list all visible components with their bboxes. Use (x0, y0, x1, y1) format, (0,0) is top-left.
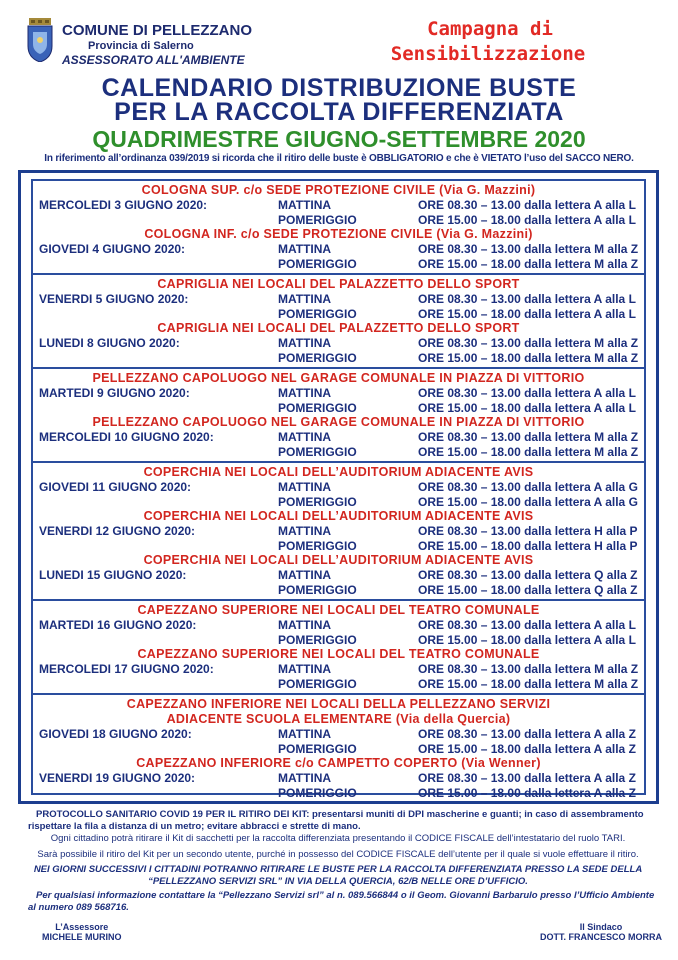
sindaco-title: Il Sindaco (579, 922, 623, 932)
schedule-day (33, 351, 278, 366)
schedule-row (33, 633, 644, 648)
calendar-section (33, 275, 644, 369)
schedule-day: MERCOLEDI 10 GIUGNO 2020: (39, 430, 214, 444)
schedule-row (33, 336, 644, 351)
assessore-title: L’Assessore (55, 922, 109, 932)
schedule-day (33, 213, 278, 228)
schedule-day: LUNEDI 15 GIUGNO 2020: (39, 568, 187, 582)
schedule-time: ORE 08.30 – 13.00 dalla lettera A alla L (418, 618, 636, 632)
schedule-row (33, 742, 644, 757)
info-note (28, 890, 656, 914)
provincia-name: Provincia di Salerno (88, 40, 194, 52)
schedule-time: ORE 08.30 – 13.00 dalla lettera A alla Z (418, 727, 636, 741)
schedule-day (33, 401, 278, 416)
schedule-row (33, 386, 644, 401)
schedule-time: ORE 08.30 – 13.00 dalla lettera M alla Z (418, 242, 639, 256)
schedule-time: ORE 08.30 – 13.00 dalla lettera A alla L (418, 198, 636, 212)
schedule-day: MARTEDI 9 GIUGNO 2020: (39, 386, 190, 400)
schedule-day: MERCOLEDI 17 GIUGNO 2020: (39, 662, 214, 676)
schedule-period: POMERIGGIO (278, 400, 357, 415)
schedule-row (33, 445, 644, 460)
schedule-time: ORE 15.00 – 18.00 dalla lettera M alla Z (418, 256, 639, 271)
schedule-period: MATTINA (278, 727, 332, 741)
title-line1: CALENDARIO DISTRIBUZIONE BUSTE (101, 74, 577, 102)
campaign-line1: Campagna di (427, 18, 553, 40)
assessore-name: MICHELE MURINO (42, 932, 122, 942)
assessore-signature (42, 922, 122, 942)
calendar-table (31, 179, 646, 800)
schedule-row (33, 727, 644, 742)
schedule-row (33, 292, 644, 307)
second-user-note: Sarà possibile il ritiro del Kit per un secondo utente, purché in possesso del CODICE FISCALE dell’utente per il quale si vuole effettuare il ritiro. (37, 849, 639, 860)
comune-name: COMUNE DI PELLEZZANO (62, 22, 252, 39)
schedule-time: ORE 15.00 – 18.00 dalla lettera A alla Z (418, 785, 636, 800)
schedule-time: ORE 08.30 – 13.00 dalla lettera M alla Z (418, 336, 639, 350)
schedule-period: MATTINA (278, 336, 332, 350)
schedule-period: POMERIGGIO (278, 676, 357, 691)
schedule-day (33, 257, 278, 272)
schedule-row (33, 539, 644, 554)
covid-line1: PROTOCOLLO SANITARIO COVID 19 PER IL RITIRO DEI KIT: presentarsi muniti di DPI mascherine e guanti; in caso di assembramento (36, 809, 644, 820)
schedule-day (33, 786, 278, 801)
municipal-crest-icon (25, 18, 55, 62)
location-title: CAPEZZANO SUPERIORE NEI LOCALI DEL TEATRO COMUNALE (137, 647, 540, 661)
schedule-row (33, 677, 644, 692)
schedule-day: VENERDI 12 GIUGNO 2020: (39, 524, 196, 538)
location-title: CAPEZZANO INFERIORE c/o CAMPETTO COPERTO (Via Wenner) (136, 756, 541, 770)
schedule-time: ORE 08.30 – 13.00 dalla lettera A alla G (418, 480, 638, 494)
schedule-day: GIOVEDI 4 GIUGNO 2020: (39, 242, 186, 256)
location-title: PELLEZZANO CAPOLUOGO NEL GARAGE COMUNALE IN PIAZZA DI VITTORIO (92, 371, 585, 385)
schedule-time: ORE 15.00 – 18.00 dalla lettera A alla L (418, 632, 636, 647)
schedule-time: ORE 15.00 – 18.00 dalla lettera A alla Z (418, 741, 636, 756)
schedule-period: MATTINA (278, 480, 332, 494)
schedule-time: ORE 08.30 – 13.00 dalla lettera A alla L (418, 292, 636, 306)
sindaco-name: DOTT. FRANCESCO MORRA (540, 932, 662, 942)
schedule-row (33, 307, 644, 322)
schedule-period: MATTINA (278, 242, 332, 256)
covid-protocol (28, 809, 656, 833)
schedule-row (33, 524, 644, 539)
schedule-row (33, 771, 644, 786)
schedule-day (33, 495, 278, 510)
schedule-time: ORE 08.30 – 13.00 dalla lettera A alla Z (418, 771, 636, 785)
schedule-period: MATTINA (278, 292, 332, 306)
calendar-frame (18, 170, 659, 804)
schedule-period: MATTINA (278, 568, 332, 582)
schedule-row (33, 786, 644, 801)
schedule-period: POMERIGGIO (278, 350, 357, 365)
schedule-time: ORE 08.30 – 13.00 dalla lettera M alla Z (418, 430, 639, 444)
location-title: COPERCHIA NEI LOCALI DELL’AUDITORIUM ADIACENTE AVIS (143, 465, 534, 479)
schedule-period: MATTINA (278, 386, 332, 400)
schedule-day: MERCOLEDI 3 GIUGNO 2020: (39, 198, 208, 212)
schedule-row (33, 568, 644, 583)
schedule-time: ORE 15.00 – 18.00 dalla lettera A alla L (418, 212, 636, 227)
schedule-day (33, 742, 278, 757)
schedule-day: VENERDI 19 GIUGNO 2020: (39, 771, 196, 785)
kit-note: Ogni cittadino potrà ritirare il Kit di sacchetti per la raccolta differenziata presentando il CODICE FISCALE dell’intestatario del ruolo TARI. (50, 833, 626, 844)
schedule-period: MATTINA (278, 618, 332, 632)
covid-line2: rispettare la fila a distanza di un metro; evitare abbracci e strette di mano. (28, 821, 361, 832)
location-title: COPERCHIA NEI LOCALI DELL’AUDITORIUM ADIACENTE AVIS (143, 553, 534, 567)
title-line2: PER LA RACCOLTA DIFFERENZIATA (114, 98, 564, 126)
schedule-period: POMERIGGIO (278, 444, 357, 459)
schedule-period: POMERIGGIO (278, 785, 357, 800)
schedule-day (33, 445, 278, 460)
calendar-section (33, 463, 644, 601)
schedule-day (33, 307, 278, 322)
schedule-period: POMERIGGIO (278, 256, 357, 271)
assessorato-name: ASSESSORATO ALL'AMBIENTE (62, 53, 245, 67)
schedule-time: ORE 08.30 – 13.00 dalla lettera Q alla Z (418, 568, 638, 582)
schedule-period: MATTINA (278, 662, 332, 676)
schedule-day: LUNEDI 8 GIUGNO 2020: (39, 336, 180, 350)
schedule-period: MATTINA (278, 524, 332, 538)
calendar-section (33, 695, 644, 802)
schedule-row (33, 401, 644, 416)
schedule-row (33, 480, 644, 495)
schedule-row (33, 495, 644, 510)
schedule-time: ORE 15.00 – 18.00 dalla lettera M alla Z (418, 444, 639, 459)
info-line2: al numero 089 568716. (28, 902, 129, 913)
later-days-line2: “PELLEZZANO SERVIZI SRL” IN VIA DELLA QUERCIA, 62/B NELLE ORE D’UFFICIO. (148, 876, 528, 887)
schedule-time: ORE 15.00 – 18.00 dalla lettera A alla L (418, 400, 636, 415)
campaign-line2: Sensibilizzazione (390, 43, 586, 65)
schedule-time: ORE 15.00 – 18.00 dalla lettera A alla L (418, 306, 636, 321)
schedule-time: ORE 08.30 – 13.00 dalla lettera A alla L (418, 386, 636, 400)
schedule-day: VENERDI 5 GIUGNO 2020: (39, 292, 189, 306)
schedule-time: ORE 08.30 – 13.00 dalla lettera M alla Z (418, 662, 639, 676)
location-subtitle: ADIACENTE SCUOLA ELEMENTARE (Via della Quercia) (166, 712, 511, 726)
schedule-period: POMERIGGIO (278, 632, 357, 647)
schedule-period: MATTINA (278, 771, 332, 785)
schedule-day: MARTEDI 16 GIUGNO 2020: (39, 618, 197, 632)
later-days-line1: NEI GIORNI SUCCESSIVI I CITTADINI POTRANNO RITIRARE LE BUSTE PER LA RACCOLTA DIFFERENZIATA PRESSO LA SEDE DELLA (33, 864, 643, 875)
calendar-section (33, 369, 644, 463)
schedule-row (33, 430, 644, 445)
schedule-period: POMERIGGIO (278, 741, 357, 756)
schedule-time: ORE 15.00 – 18.00 dalla lettera A alla G (418, 494, 638, 509)
schedule-row (33, 618, 644, 633)
schedule-row (33, 662, 644, 677)
location-title: CAPEZZANO INFERIORE NEI LOCALI DELLA PELLEZZANO SERVIZI (126, 697, 551, 711)
schedule-row (33, 198, 644, 213)
location-title: CAPEZZANO SUPERIORE NEI LOCALI DEL TEATRO COMUNALE (137, 603, 540, 617)
schedule-period: MATTINA (278, 430, 332, 444)
schedule-period: POMERIGGIO (278, 494, 357, 509)
period-title: QUADRIMESTRE GIUGNO-SETTEMBRE 2020 (92, 126, 586, 152)
schedule-period: MATTINA (278, 198, 332, 212)
schedule-time: ORE 08.30 – 13.00 dalla lettera H alla P (418, 524, 638, 538)
calendar-section (33, 601, 644, 695)
ordinance-note: In riferimento all’ordinanza 039/2019 si ricorda che il ritiro delle buste è OBBLIGATORIO e che è VIETATO l’uso del SACCO NERO. (44, 153, 634, 164)
schedule-day (33, 633, 278, 648)
info-line1: Per qualsiasi informazione contattare la “Pellezzano Servizi srl” al n. 089.566844 o il Geom. Giovanni Barbarulo presso l’Ufficio Ambiente (36, 890, 655, 901)
location-title: COLOGNA SUP. c/o SEDE PROTEZIONE CIVILE (Via G. Mazzini) (141, 183, 536, 197)
sindaco-signature (540, 922, 662, 942)
later-days-note (18, 864, 658, 888)
schedule-day (33, 583, 278, 598)
calendar-section (33, 181, 644, 275)
schedule-day: GIOVEDI 18 GIUGNO 2020: (39, 727, 192, 741)
schedule-time: ORE 15.00 – 18.00 dalla lettera H alla P (418, 538, 638, 553)
location-title: CAPRIGLIA NEI LOCALI DEL PALAZZETTO DELLO SPORT (157, 277, 520, 291)
schedule-day (33, 539, 278, 554)
location-title: CAPRIGLIA NEI LOCALI DEL PALAZZETTO DELLO SPORT (157, 321, 520, 335)
schedule-row (33, 583, 644, 598)
schedule-row (33, 257, 644, 272)
schedule-time: ORE 15.00 – 18.00 dalla lettera Q alla Z (418, 582, 638, 597)
schedule-period: POMERIGGIO (278, 582, 357, 597)
schedule-row (33, 351, 644, 366)
schedule-period: POMERIGGIO (278, 306, 357, 321)
schedule-row (33, 242, 644, 257)
schedule-time: ORE 15.00 – 18.00 dalla lettera M alla Z (418, 676, 639, 691)
schedule-day: GIOVEDI 11 GIUGNO 2020: (39, 480, 192, 494)
schedule-time: ORE 15.00 – 18.00 dalla lettera M alla Z (418, 350, 639, 365)
schedule-day (33, 677, 278, 692)
schedule-period: POMERIGGIO (278, 538, 357, 553)
location-title: COPERCHIA NEI LOCALI DELL’AUDITORIUM ADIACENTE AVIS (143, 509, 534, 523)
location-title: PELLEZZANO CAPOLUOGO NEL GARAGE COMUNALE IN PIAZZA DI VITTORIO (92, 415, 585, 429)
schedule-row (33, 213, 644, 228)
location-title: COLOGNA INF. c/o SEDE PROTEZIONE CIVILE (Via G. Mazzini) (144, 227, 533, 241)
schedule-period: POMERIGGIO (278, 212, 357, 227)
